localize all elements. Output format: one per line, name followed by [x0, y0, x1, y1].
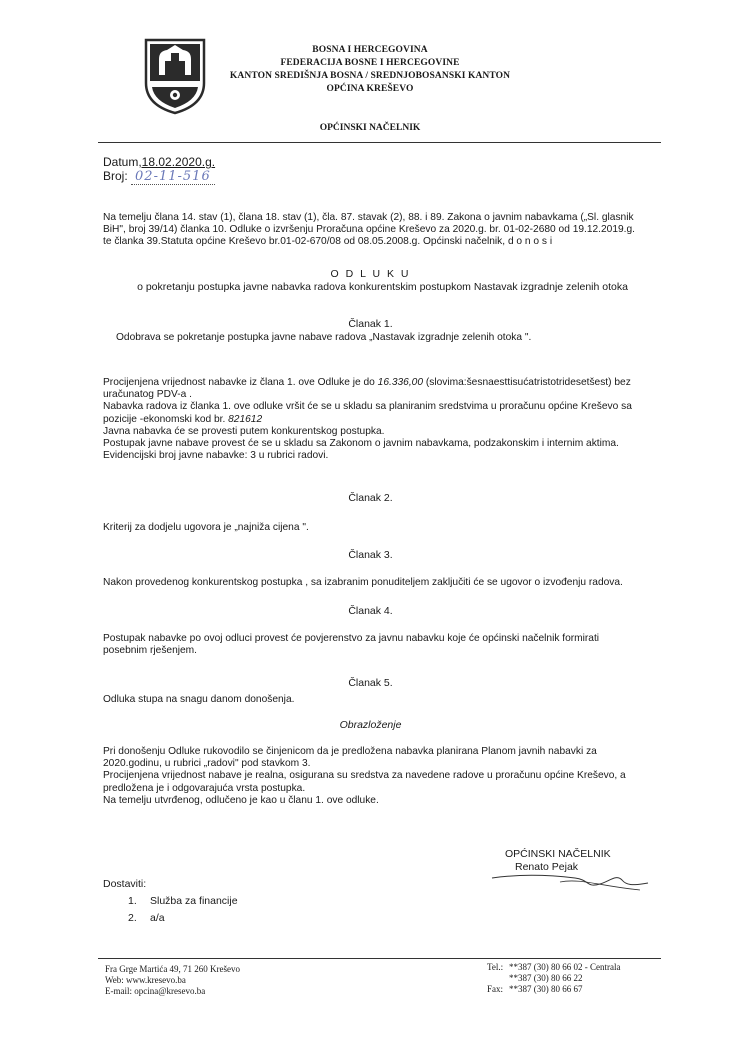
article-1-text: Odobrava se pokretanje postupka javne nabave radova „Nastavak izgradnje zelenih otoka ".: [116, 332, 532, 343]
procurement-amount: 16.336,00: [377, 377, 423, 388]
article-4-text: [103, 633, 648, 657]
procurement-method-line: Javna nabavka će se provesti putem konkurentskog postupka.: [103, 425, 385, 437]
rationale-line: 2020.godinu, u rubrici „radovi" pod stavkom 3.: [103, 758, 311, 770]
article-4-heading: Članak 4.: [348, 605, 393, 617]
footer-fax-label: Fax:: [487, 984, 504, 994]
office-title: OPĆINSKI NAČELNIK: [319, 123, 421, 133]
procurement-details: [103, 377, 648, 462]
rationale-line: Pri donošenju Odluke rukovodilo se činjenicom da je predložena nabavka planirana Planom javnih nabavki za: [103, 746, 597, 757]
footer-contact-left: [105, 964, 240, 997]
article-3-text: Nakon provedenog konkurentskog postupka , sa izabranim ponuditeljem zaključiti će se ugovor o izvođenju radova.: [103, 577, 623, 588]
rationale-text: [103, 746, 648, 807]
footer-tel-line: [487, 962, 620, 973]
header-line-federation: FEDERACIJA BOSNE I HERCEGOVINE: [280, 58, 460, 68]
procurement-budget-line: Nabavka radova iz članka 1. ove odluke vršit će se u skladu sa planiranim sredstvima u proračunu općine Kreševo sa: [103, 401, 632, 413]
decision-subtitle: o pokretanju postupka javne nabavka radova konkurentskim postupkom Nastavak izgradnje zelenih otoka: [137, 281, 628, 293]
procurement-value-line: [103, 377, 648, 389]
legal-basis-line: BiH", broj 39/14) članka 10. Odluke o izvršenju Proračuna općine Kreševo za 2020.g. br. 01-02-2680 od 19.12.2019.g.: [103, 224, 636, 236]
rationale-line: predložena je i odgovarajuća vrsta postupka.: [103, 782, 306, 794]
signatory-name: Renato Pejak: [515, 861, 579, 873]
issuer-header: [205, 44, 535, 96]
signatory-title: OPĆINSKI NAČELNIK: [505, 848, 611, 860]
legal-basis-paragraph: [103, 212, 648, 249]
header-line-canton: KANTON SREDIŠNJA BOSNA / SREDNJOBOSANSKI KANTON: [229, 71, 511, 81]
footer-web: Web: www.kresevo.ba: [105, 975, 186, 985]
footer-fax: **387 (30) 80 66 67: [509, 984, 583, 994]
article-2-text: Kriterij za dodjelu ugovora je „najniža cijena ".: [103, 522, 309, 533]
article-4-line: Postupak nabavke po ovoj odluci provest će povjerenstvo za javnu nabavku koje će općinski načelnik formirati: [103, 633, 600, 644]
footer-fax-line: [487, 984, 620, 995]
handwritten-signature-icon: [490, 866, 650, 896]
date-label: Datum: [103, 155, 139, 169]
header-line-municipality: OPĆINA KREŠEVO: [326, 84, 414, 94]
delivery-item-number: 2.: [128, 912, 137, 924]
footer-tel-line: [487, 973, 620, 984]
procurement-value-words: (slovima:šesnaesttisućatristotridesetšest) bez: [423, 377, 631, 388]
article-3-heading: Članak 3.: [348, 549, 393, 561]
article-5-heading: Članak 5.: [348, 677, 393, 689]
procurement-code-line: [103, 414, 648, 426]
procurement-code-label: pozicije -ekonomski kod br.: [103, 413, 229, 425]
article-4-line: posebnim rješenjem.: [103, 645, 197, 657]
date-value: ,18.02.2020.g.: [138, 155, 216, 169]
economic-code: 821612: [228, 413, 263, 425]
legal-basis-line: te članka 39.Statuta općine Kreševo br.01-02-670/08 od 08.05.2008.g. Općinski načelnik, d o n o s i: [103, 236, 553, 248]
procurement-vat-line: uračunatog PDV-a .: [103, 389, 192, 401]
reference-number-handwritten: 02-11-516: [131, 169, 215, 185]
article-1-heading: Članak 1.: [348, 318, 393, 330]
procurement-law-line: Postupak javne nabave provest će se u skladu sa Zakonom o javnim nabavkama, podzakonskim i internim aktima.: [103, 438, 619, 450]
decision-title: O D L U K U: [330, 268, 411, 280]
delivery-item-text: Služba za financije: [150, 895, 238, 907]
header-divider: [98, 142, 661, 143]
rationale-heading: Obrazloženje: [339, 719, 402, 731]
procurement-value-text: Procijenjena vrijednost nabavke iz člana 1. ove Odluke je do: [103, 377, 378, 388]
footer-tel-central: **387 (30) 80 66 02 - Centrala: [509, 962, 621, 972]
header-line-country: BOSNA I HERCEGOVINA: [312, 45, 428, 55]
footer-tel-label: Tel.:: [487, 962, 504, 972]
reference-number-line: [103, 169, 215, 184]
reference-label: Broj:: [103, 169, 128, 183]
footer-email: E-mail: opcina@kresevo.ba: [105, 986, 206, 996]
municipality-crest-icon: [143, 37, 207, 115]
delivery-label: Dostaviti:: [103, 878, 147, 890]
rationale-line: Na temelju utvrđenog, odlučeno je kao u članu 1. ove odluke.: [103, 794, 379, 806]
rationale-line: Procijenjena vrijednost nabave je realna, osigurana su sredstva za navedene radove u proračunu općine Kreševo, a: [103, 770, 626, 782]
delivery-item-number: 1.: [128, 895, 137, 907]
article-2-heading: Članak 2.: [348, 492, 393, 504]
footer-tel-second: **387 (30) 80 66 22: [509, 973, 583, 983]
delivery-item: [128, 895, 238, 907]
procurement-record-line: Evidencijski broj javne nabavke: 3 u rubrici radovi.: [103, 450, 329, 462]
delivery-item-text: a/a: [150, 912, 165, 924]
date-line: [103, 155, 215, 169]
footer-address: Fra Grge Martića 49, 71 260 Kreševo: [105, 964, 241, 974]
delivery-item: [128, 912, 165, 924]
footer-divider: [98, 958, 661, 959]
article-5-text: Odluka stupa na snagu danom donošenja.: [103, 694, 295, 705]
legal-basis-line: Na temelju članа 14. stav (1), člana 18. stav (1), čla. 87. stavak (2), 88. i 89. Zakona o javnim nabavkama („Sl. glasnik: [103, 212, 634, 223]
footer-contact-right: [487, 962, 620, 995]
